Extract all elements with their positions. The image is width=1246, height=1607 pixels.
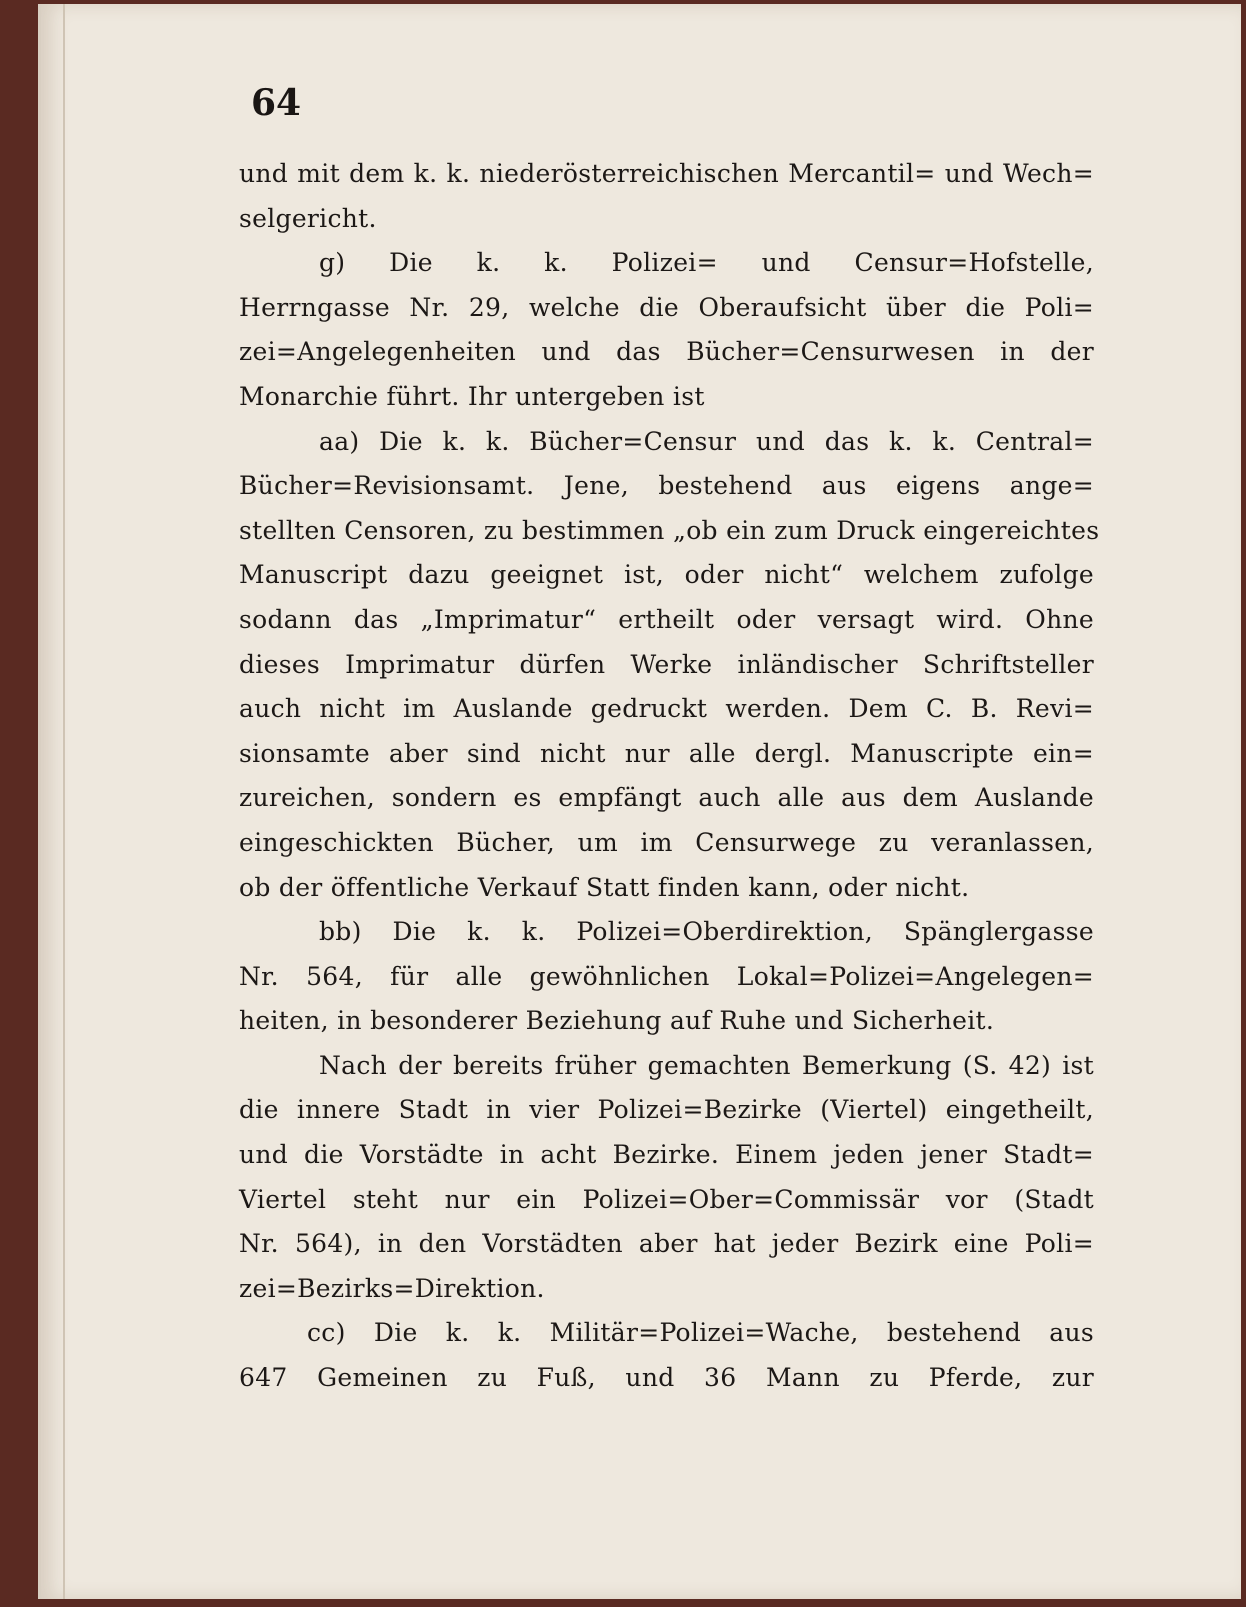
subsection-heading-line: cc) Die k. k. Militär=Polizei=Wache, bestehend aus [307, 1318, 1094, 1348]
text-line: Manuscript dazu geeignet ist, oder nicht“ welchem zufolge [239, 560, 1094, 590]
text-line: Nach der bereits früher gemachten Bemerkung (S. 42) ist [319, 1050, 1094, 1080]
text-line: zei=Angelegenheiten und das Bücher=Censurwesen in der [239, 337, 1094, 367]
page-number: 64 [251, 82, 302, 124]
text-line: auch nicht im Auslande gedruckt werden. Dem C. B. Revi= [239, 694, 1094, 724]
text-line: dieses Imprimatur dürfen Werke inländischer Schriftsteller [239, 649, 1094, 679]
text-line: zureichen, sondern es empfängt auch alle aus dem Auslande [239, 783, 1094, 813]
text-line: 647 Gemeinen zu Fuß, und 36 Mann zu Pferde, zur [239, 1363, 1094, 1393]
text-line: eingeschickten Bücher, um im Censurwege zu veranlassen, [239, 827, 1094, 857]
text-line: zei=Bezirks=Direktion. [239, 1273, 545, 1303]
text-line: heiten, in besonderer Beziehung auf Ruhe und Sicherheit. [239, 1006, 995, 1036]
subsection-heading-line: bb) Die k. k. Polizei=Oberdirektion, Spänglergasse [319, 917, 1094, 947]
section-heading-line: g) Die k. k. Polizei= und Censur=Hofstelle, [319, 248, 1094, 278]
text-line: Monarchie führt. Ihr untergeben ist [239, 381, 705, 411]
text-line: selgericht. [239, 203, 377, 233]
body-text [239, 152, 1100, 1401]
text-line: sionsamte aber sind nicht nur alle dergl. Manuscripte ein= [239, 738, 1094, 768]
text-line: Herrngasse Nr. 29, welche die Oberaufsicht über die Poli= [239, 292, 1094, 322]
page-gutter [63, 4, 65, 1599]
text-line: Nr. 564, für alle gewöhnlichen Lokal=Polizei=Angelegen= [239, 961, 1094, 991]
text-line: ob der öffentliche Verkauf Statt finden kann, oder nicht. [239, 872, 970, 902]
text-line: Bücher=Revisionsamt. Jene, bestehend aus eigens ange= [239, 471, 1094, 501]
text-line: Viertel steht nur ein Polizei=Ober=Commissär vor (Stadt [239, 1184, 1094, 1214]
text-line: Nr. 564), in den Vorstädten aber hat jeder Bezirk eine Poli= [239, 1229, 1094, 1259]
text-line: und die Vorstädte in acht Bezirke. Einem jeden jener Stadt= [239, 1140, 1094, 1170]
subsection-heading-line: aa) Die k. k. Bücher=Censur und das k. k. Central= [319, 426, 1094, 456]
text-line: und mit dem k. k. niederösterreichischen Mercantil= und Wech= [239, 159, 1094, 188]
text-line: sodann das „Imprimatur“ ertheilt oder versagt wird. Ohne [239, 604, 1094, 634]
text-line: die innere Stadt in vier Polizei=Bezirke (Viertel) eingetheilt, [239, 1095, 1094, 1125]
text-line: stellten Censoren, zu bestimmen „ob ein zum Druck eingereichtes [239, 515, 1100, 545]
book-page [38, 4, 1241, 1599]
